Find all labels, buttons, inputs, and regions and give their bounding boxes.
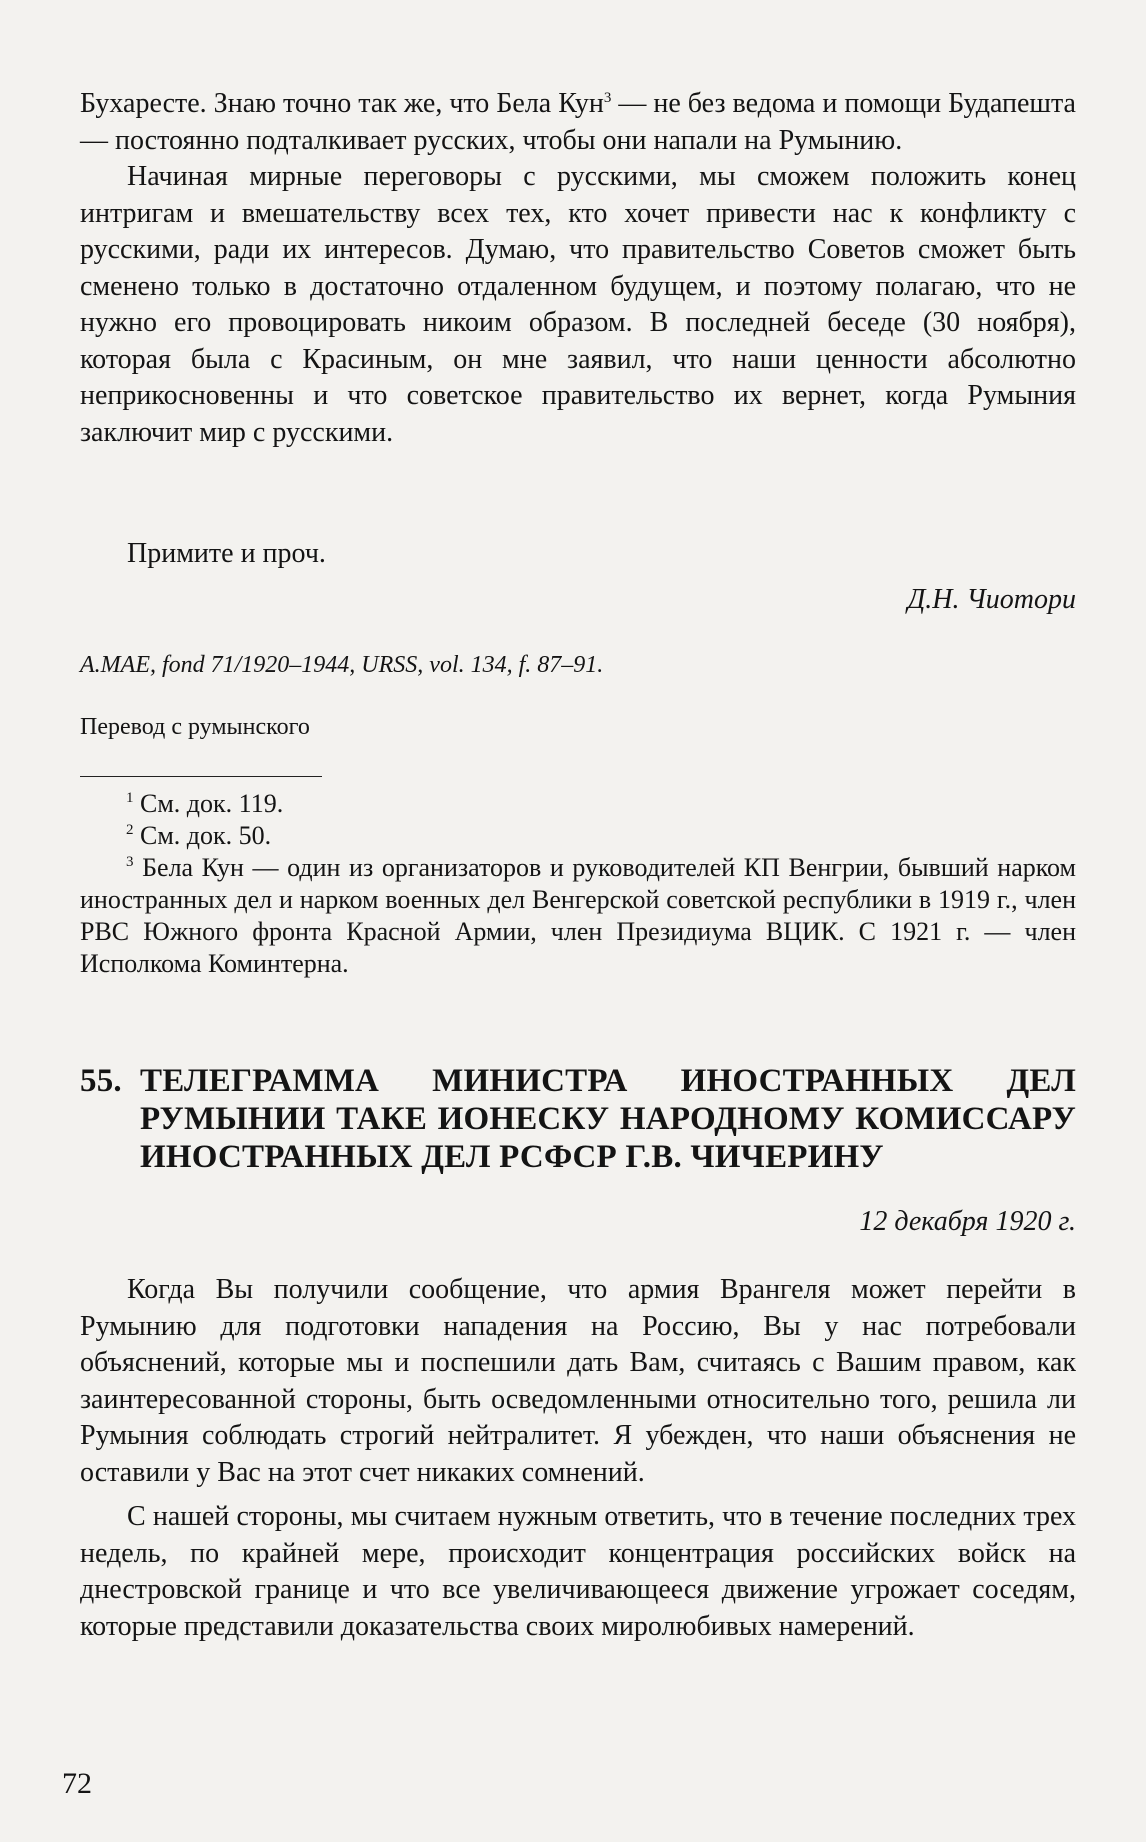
footnote-2: $^2$ См. док. 50. [126,821,272,850]
signature-block [80,582,1076,622]
document-title-text: ТЕЛЕГРАММА МИНИСТРА ИНОСТРАННЫХ ДЕЛ РУМЫНИИ ТАКЕ ИОНЕСКУ НАРОДНОМУ КОМИССАРУ ИНОСТРАННЫХ ДЕЛ РСФСР Г.В. ЧИЧЕРИНУ [140,1063,1076,1175]
footnote-3: $^3$ Бела Кун — один из организаторов и руководителей КП Венгрии, бывший нарком иностранных дел и нарком военных дел Венгерской советской республики в 1919 г., член РВС Южного фронта Красной Армии, член Президиума ВЦИК. С 1921 г. — член Исполкома Коминтерна. [80,853,1076,978]
document-date-block [80,1204,1076,1240]
paragraph: Начиная мирные переговоры с русскими, мы сможем положить конец интригам и вмешательству всех тех, кто хочет привести нас к конфликту с русскими, ради их интересов. Думаю, что правительство Советов сможет быть сменено только в достаточно отдаленном будущем, и поэтому полагаю, что не нужно его провоцировать никоим образом. В последней беседе (30 ноября), которая была с Красиным, он мне заявил, что наши ценности абсолютно неприкосновенны и что советское правительство их вернет, когда Румыния заключит мир с русскими. [80,161,1076,448]
closing-block [80,536,1076,573]
document-date: 12 декабря 1920 г. [859,1206,1076,1237]
translation-note-block [80,712,1076,742]
archive-source-block [80,650,1076,680]
footnote-1: $^1$ См. док. 119. [126,789,284,818]
paragraph: Когда Вы получили сообщение, что армия Врангеля может перейти в Румынию для подготовки нападения на Россию, Вы у нас потребовали объяснений, которые мы и поспешили дать Вам, считаясь с Вашим правом, как заинтересованной стороны, быть осведомленными относительно того, решила ли Румыния соблюдать строгий нейтралитет. Я убежден, что наши объяснения не оставили у Вас на этот счет никаких сомнений. [80,1274,1076,1488]
closing-formula: Примите и проч. [127,538,326,569]
signature: Д.Н. Чиотори [907,584,1076,615]
document-number: 55. [80,1063,122,1099]
footnote-ref-3[interactable]: 3 [603,90,612,106]
document-title [80,1062,1076,1176]
translation-note: Перевод с румынского [80,714,310,740]
continued-paragraph: Бухаресте. Знаю точно так же, что Бела Кун$^3$ — не без ведома и помощи Будапешта — постоянно подталкивает русских, чтобы они напали на Румынию. [80,88,1076,156]
footnote-divider [80,776,322,777]
paragraph: С нашей стороны, мы считаем нужным ответить, что в течение последних трех недель, по крайней мере, происходит концентрация российских войск на днестровской границе и что все увеличивающееся движение угрожает соседям, которые представили доказательства своих миролюбивых намерений. [80,1501,1076,1642]
document-heading [80,1062,1076,1176]
archive-source: A.MAE, fond 71/1920–1944, URSS, vol. 134, f. 87–91. [80,652,604,678]
previous-document-body [80,86,1076,451]
page-number: 72 [62,1767,92,1800]
footnote-list [80,788,1076,980]
document-body [80,1272,1076,1645]
